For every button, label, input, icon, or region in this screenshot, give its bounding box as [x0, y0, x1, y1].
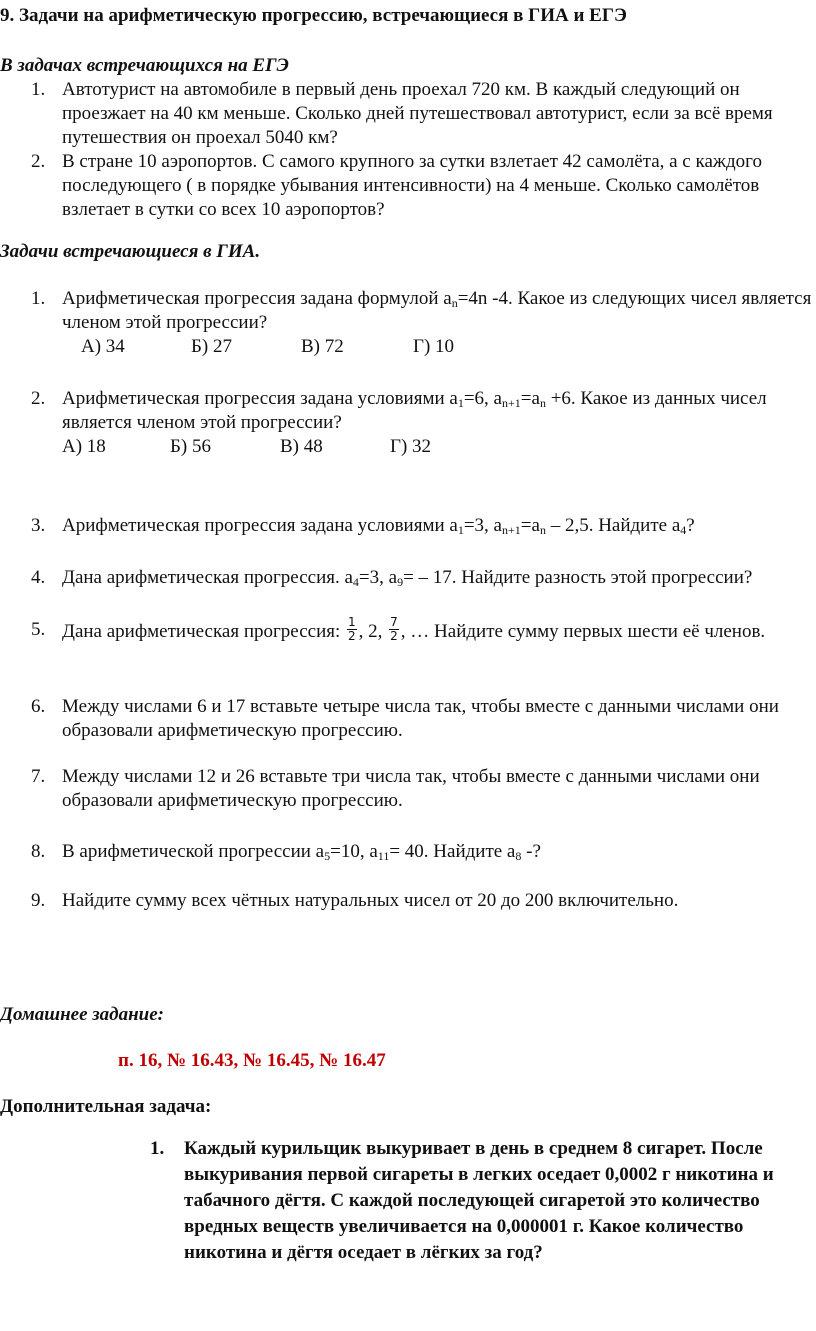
task-text: Каждый курильщик выкуривает в день в среднем 8 сигарет. После выкуривания первой сигареты в легких оседает 0,0002 г никотина и табачного дёгтя. С каждой последующей сигаретой это количество вредных веществ увеличивается на 0,000001 г. Какое количество никотина и дёгтя оседает в лёгких за год? — [184, 1138, 774, 1263]
option-a: А) 34 — [81, 336, 125, 357]
extra-task-heading: Дополнительная задача: — [0, 1096, 212, 1117]
task-text: В арифметической прогрессии $a_5=10$, $a_{11}= 40$. Найдите $a_8$ -? — [62, 841, 541, 863]
gia-task-1 — [31, 287, 816, 359]
option-c: В) 72 — [301, 336, 344, 357]
option-a: А) 18 — [62, 436, 106, 457]
item-number: 8. — [31, 841, 46, 862]
task-text: Арифметическая прогрессия задана условиями $a_1=6$, $a_{n+1}=a_n +6$. Какое из данных чисел является членом этой прогрессии? — [62, 388, 767, 433]
gia-task-4 — [31, 566, 816, 590]
page-title: 9. Задачи на арифметическую прогрессию, встречающиеся в ГИА и ЕГЭ — [0, 5, 627, 26]
list-item — [31, 150, 816, 222]
ege-section-heading: В задачах встречающихся на ЕГЭ — [0, 55, 289, 76]
gia-task-3 — [31, 514, 816, 538]
ege-task-list — [31, 78, 816, 222]
extra-task — [150, 1136, 812, 1266]
item-number: 5. — [31, 619, 46, 640]
task-text: В стране 10 аэропортов. С самого крупного за сутки взлетает 42 самолёта, а с каждого последующего ( в порядке убывания интенсивности) на 4 меньше. Сколько самолётов взлетает в сутки со всех 10 аэропортов? — [62, 151, 762, 220]
gia-task-8 — [31, 840, 816, 864]
item-number: 2. — [31, 388, 46, 409]
option-d: Г) 32 — [390, 436, 432, 457]
gia-section-heading: Задачи встречающиеся в ГИА. — [0, 241, 261, 262]
item-number: 4. — [31, 567, 46, 588]
task-text: Дана арифметическая прогрессия: $\frac{1}{2}$ , 2, $\frac{7}{2}$ , … Найдите сумму первых шести её членов. — [62, 615, 766, 644]
task-text: Арифметическая прогрессия задана формулой $a_n=4n$ -4. Какое из следующих чисел является членом этой прогрессии? — [62, 288, 812, 333]
task-text: Между числами 6 и 17 вставьте четыре числа так, чтобы вместе с данными числами они образовали арифметическую прогрессию. — [62, 696, 779, 741]
homework-heading: Домашнее задание: — [0, 1004, 164, 1025]
gia-task-7 — [31, 765, 816, 813]
list-item — [31, 78, 816, 150]
item-number: 3. — [31, 515, 46, 536]
item-number: 6. — [31, 696, 46, 717]
option-b: Б) 56 — [170, 436, 211, 457]
option-d: Г) 10 — [413, 336, 455, 357]
task-text: Арифметическая прогрессия задана условиями $a_1=3$, $a_{n+1}=a_n - 2,5$. Найдите $a_4$? — [62, 515, 695, 537]
fraction-one-half: $\frac{1}{2}$ — [348, 615, 356, 644]
task-text: Найдите сумму всех чётных натуральных чисел от 20 до 200 включительно. — [62, 890, 679, 911]
answer-options — [62, 435, 816, 459]
fraction-seven-halves: $\frac{7}{2}$ — [390, 615, 398, 644]
item-number: 7. — [31, 766, 46, 787]
task-text: Автотурист на автомобиле в первый день проехал 720 км. В каждый следующий он проезжает на 40 км меньше. Сколько дней путешествовал автотурист, если за всё время путешествия он проехал 5040 км? — [62, 79, 773, 148]
task-text: Между числами 12 и 26 вставьте три числа так, чтобы вместе с данными числами они образовали арифметическую прогрессию. — [62, 766, 760, 811]
homework-assignment: п. 16, № 16.43, № 16.45, № 16.47 — [118, 1050, 386, 1071]
task-text: Дана арифметическая прогрессия. $a_4=3$, $a_9= - 17$. Найдите разность этой прогрессии? — [62, 567, 753, 589]
item-number: 1. — [150, 1138, 165, 1159]
gia-task-6 — [31, 695, 816, 743]
item-number: 1. — [31, 79, 46, 100]
item-number: 1. — [31, 288, 46, 309]
item-number: 2. — [31, 151, 46, 172]
gia-task-2 — [31, 387, 816, 459]
option-b: Б) 27 — [191, 336, 232, 357]
answer-options — [81, 335, 816, 359]
option-c: В) 48 — [280, 436, 323, 457]
gia-task-9 — [31, 889, 816, 913]
gia-task-5 — [31, 615, 816, 646]
item-number: 9. — [31, 890, 46, 911]
